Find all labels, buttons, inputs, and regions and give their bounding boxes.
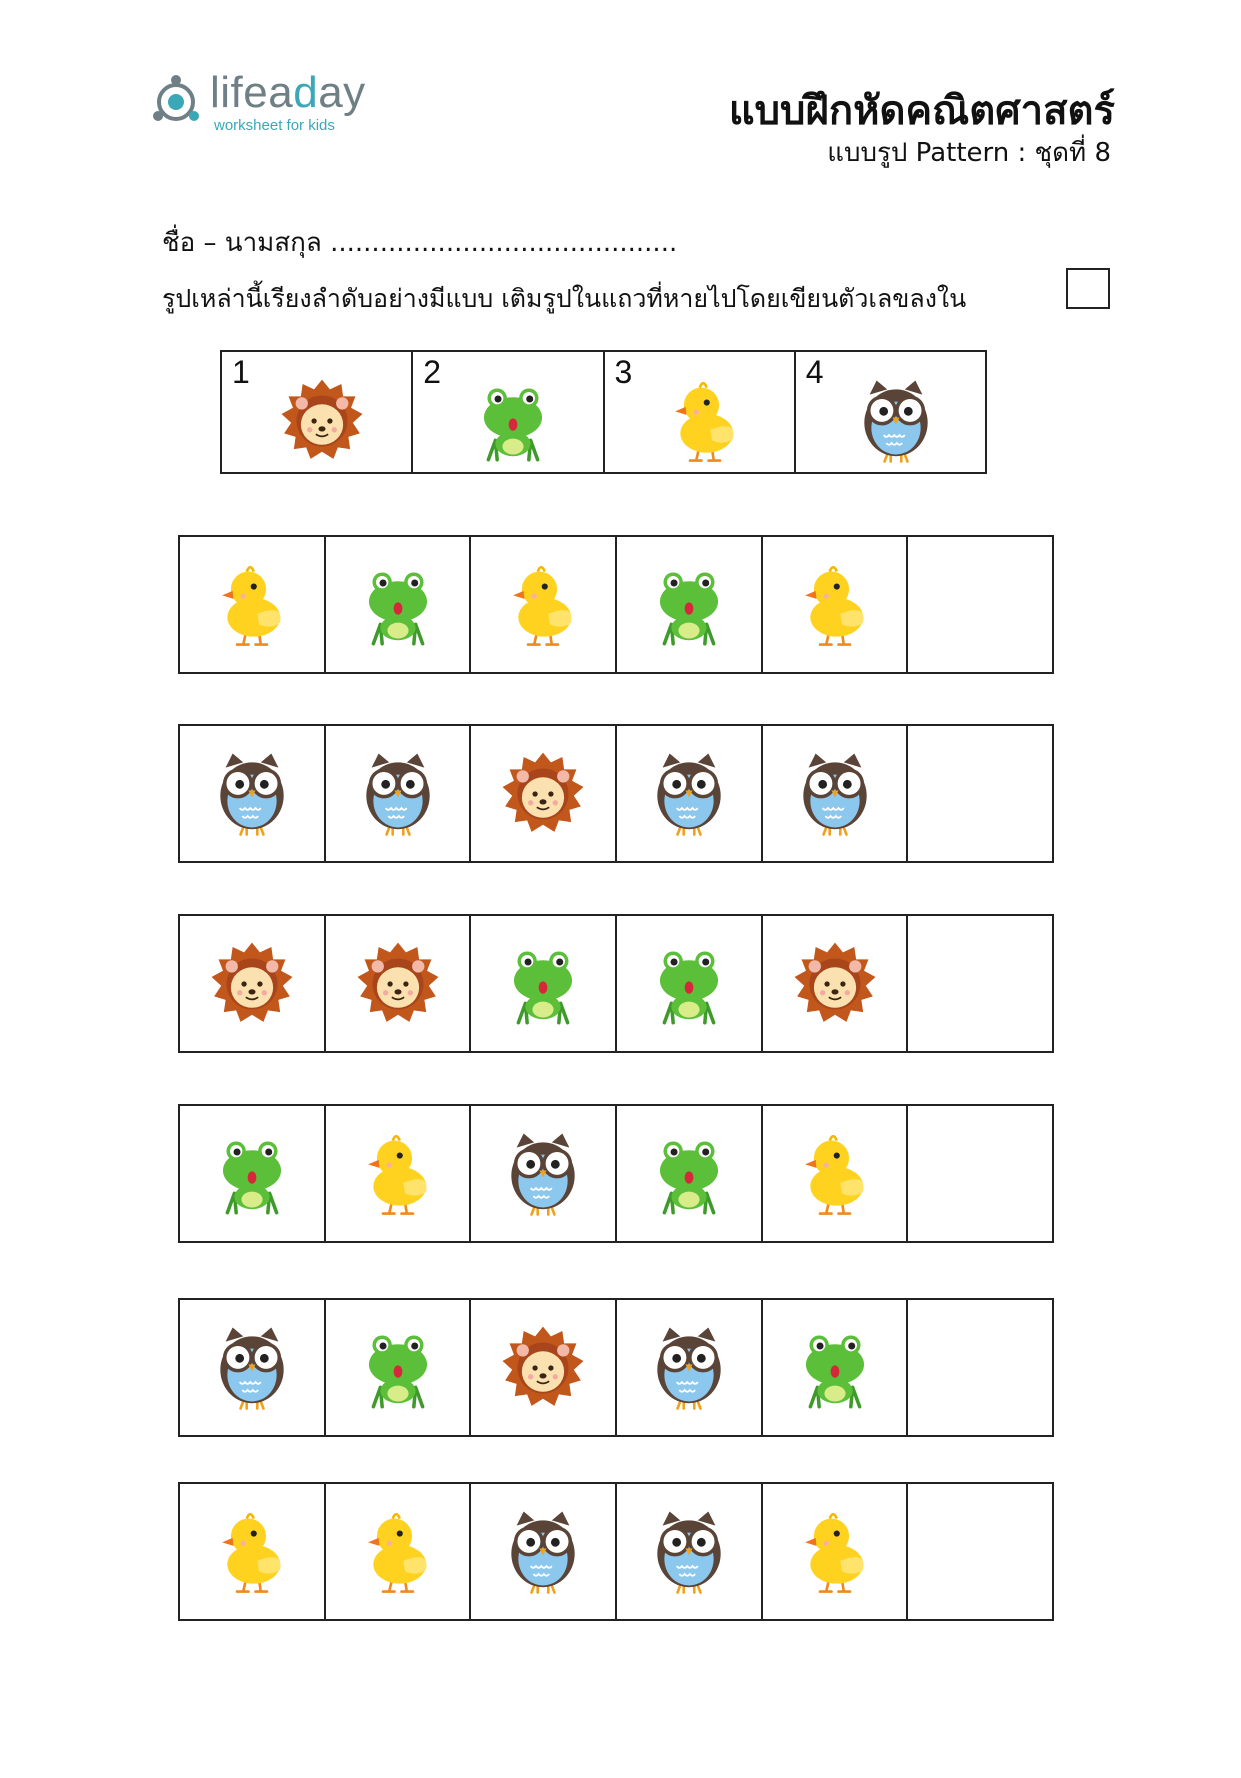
pattern-row [178, 1104, 1054, 1243]
pattern-cell [180, 1300, 326, 1437]
missing-answer-cell[interactable] [908, 726, 1054, 863]
pattern-cell [617, 726, 763, 863]
pattern-cell [763, 916, 909, 1053]
logo-wordmark: lifeaday [210, 68, 366, 117]
pattern-cell [471, 1106, 617, 1243]
pattern-cell [617, 1300, 763, 1437]
missing-answer-cell[interactable] [908, 1484, 1054, 1621]
key-number: 4 [805, 354, 824, 390]
frog-icon [645, 939, 733, 1029]
answer-box-sample [1066, 268, 1110, 309]
pattern-cell [763, 537, 909, 674]
pattern-cell [180, 1106, 326, 1243]
pattern-cell [180, 726, 326, 863]
missing-answer-cell[interactable] [908, 537, 1054, 674]
pattern-cell [471, 537, 617, 674]
key-number: 2 [423, 354, 442, 390]
pattern-cell [763, 1484, 909, 1621]
chick-icon [661, 376, 749, 466]
key-number: 3 [614, 354, 633, 390]
worksheet-subtitle: แบบรูป Pattern : ชุดที่ 8 [827, 138, 1111, 168]
owl-icon [645, 1507, 733, 1597]
pattern-cell [617, 1106, 763, 1243]
owl-icon [499, 1507, 587, 1597]
pattern-cell [763, 1106, 909, 1243]
chick-icon [791, 1507, 879, 1597]
lion-icon [354, 939, 442, 1029]
pattern-cell [763, 1300, 909, 1437]
pattern-cell [326, 1300, 472, 1437]
key-cell [796, 352, 987, 474]
owl-icon [852, 376, 940, 466]
frog-icon [499, 939, 587, 1029]
owl-icon [645, 1323, 733, 1413]
key-cell [222, 352, 413, 474]
chick-icon [208, 560, 296, 650]
pattern-cell [180, 916, 326, 1053]
frog-icon [354, 1323, 442, 1413]
key-number: 1 [232, 354, 250, 390]
pattern-cell [617, 1484, 763, 1621]
chick-icon [354, 1507, 442, 1597]
pattern-cell [180, 537, 326, 674]
pattern-cell [326, 1106, 472, 1243]
owl-icon [499, 1129, 587, 1219]
owl-icon [791, 749, 879, 839]
lion-icon [499, 749, 587, 839]
owl-icon [208, 1323, 296, 1413]
pattern-cell [471, 726, 617, 863]
chick-icon [354, 1129, 442, 1219]
logo-tagline: worksheet for kids [214, 117, 335, 134]
key-cell [413, 352, 604, 474]
missing-answer-cell[interactable] [908, 1300, 1054, 1437]
pattern-row [178, 914, 1054, 1053]
frog-icon [208, 1129, 296, 1219]
name-field: ชื่อ – นามสกุล .......................................... [162, 228, 678, 258]
chick-icon [791, 1129, 879, 1219]
pattern-cell [326, 726, 472, 863]
missing-answer-cell[interactable] [908, 916, 1054, 1053]
pattern-row [178, 535, 1054, 674]
lion-icon [208, 939, 296, 1029]
pattern-row [178, 724, 1054, 863]
frog-icon [791, 1323, 879, 1413]
key-cell [605, 352, 796, 474]
frog-icon [469, 376, 557, 466]
lifeaday-logo [150, 68, 380, 138]
owl-icon [645, 749, 733, 839]
pattern-row [178, 1482, 1054, 1621]
owl-icon [208, 749, 296, 839]
frog-icon [354, 560, 442, 650]
lion-icon [278, 376, 366, 466]
worksheet-title: แบบฝึกหัดคณิตศาสตร์ [728, 88, 1115, 134]
pattern-cell [180, 1484, 326, 1621]
owl-icon [354, 749, 442, 839]
lion-icon [499, 1323, 587, 1413]
pattern-cell [471, 1300, 617, 1437]
pattern-cell [326, 1484, 472, 1621]
chick-icon [208, 1507, 296, 1597]
pattern-cell [471, 1484, 617, 1621]
pattern-cell [326, 537, 472, 674]
pattern-cell [617, 537, 763, 674]
frog-icon [645, 1129, 733, 1219]
pattern-cell [471, 916, 617, 1053]
instruction-text: รูปเหล่านี้เรียงลำดับอย่างมีแบบ เติมรูปในแถวที่หายไปโดยเขียนตัวเลขลงใน [162, 284, 967, 313]
animal-key-table [220, 350, 987, 474]
pattern-cell [617, 916, 763, 1053]
pattern-row [178, 1298, 1054, 1437]
pattern-cell [326, 916, 472, 1053]
pattern-cell [763, 726, 909, 863]
lion-icon [791, 939, 879, 1029]
molecule-logo-icon [150, 72, 206, 132]
missing-answer-cell[interactable] [908, 1106, 1054, 1243]
frog-icon [645, 560, 733, 650]
chick-icon [791, 560, 879, 650]
chick-icon [499, 560, 587, 650]
